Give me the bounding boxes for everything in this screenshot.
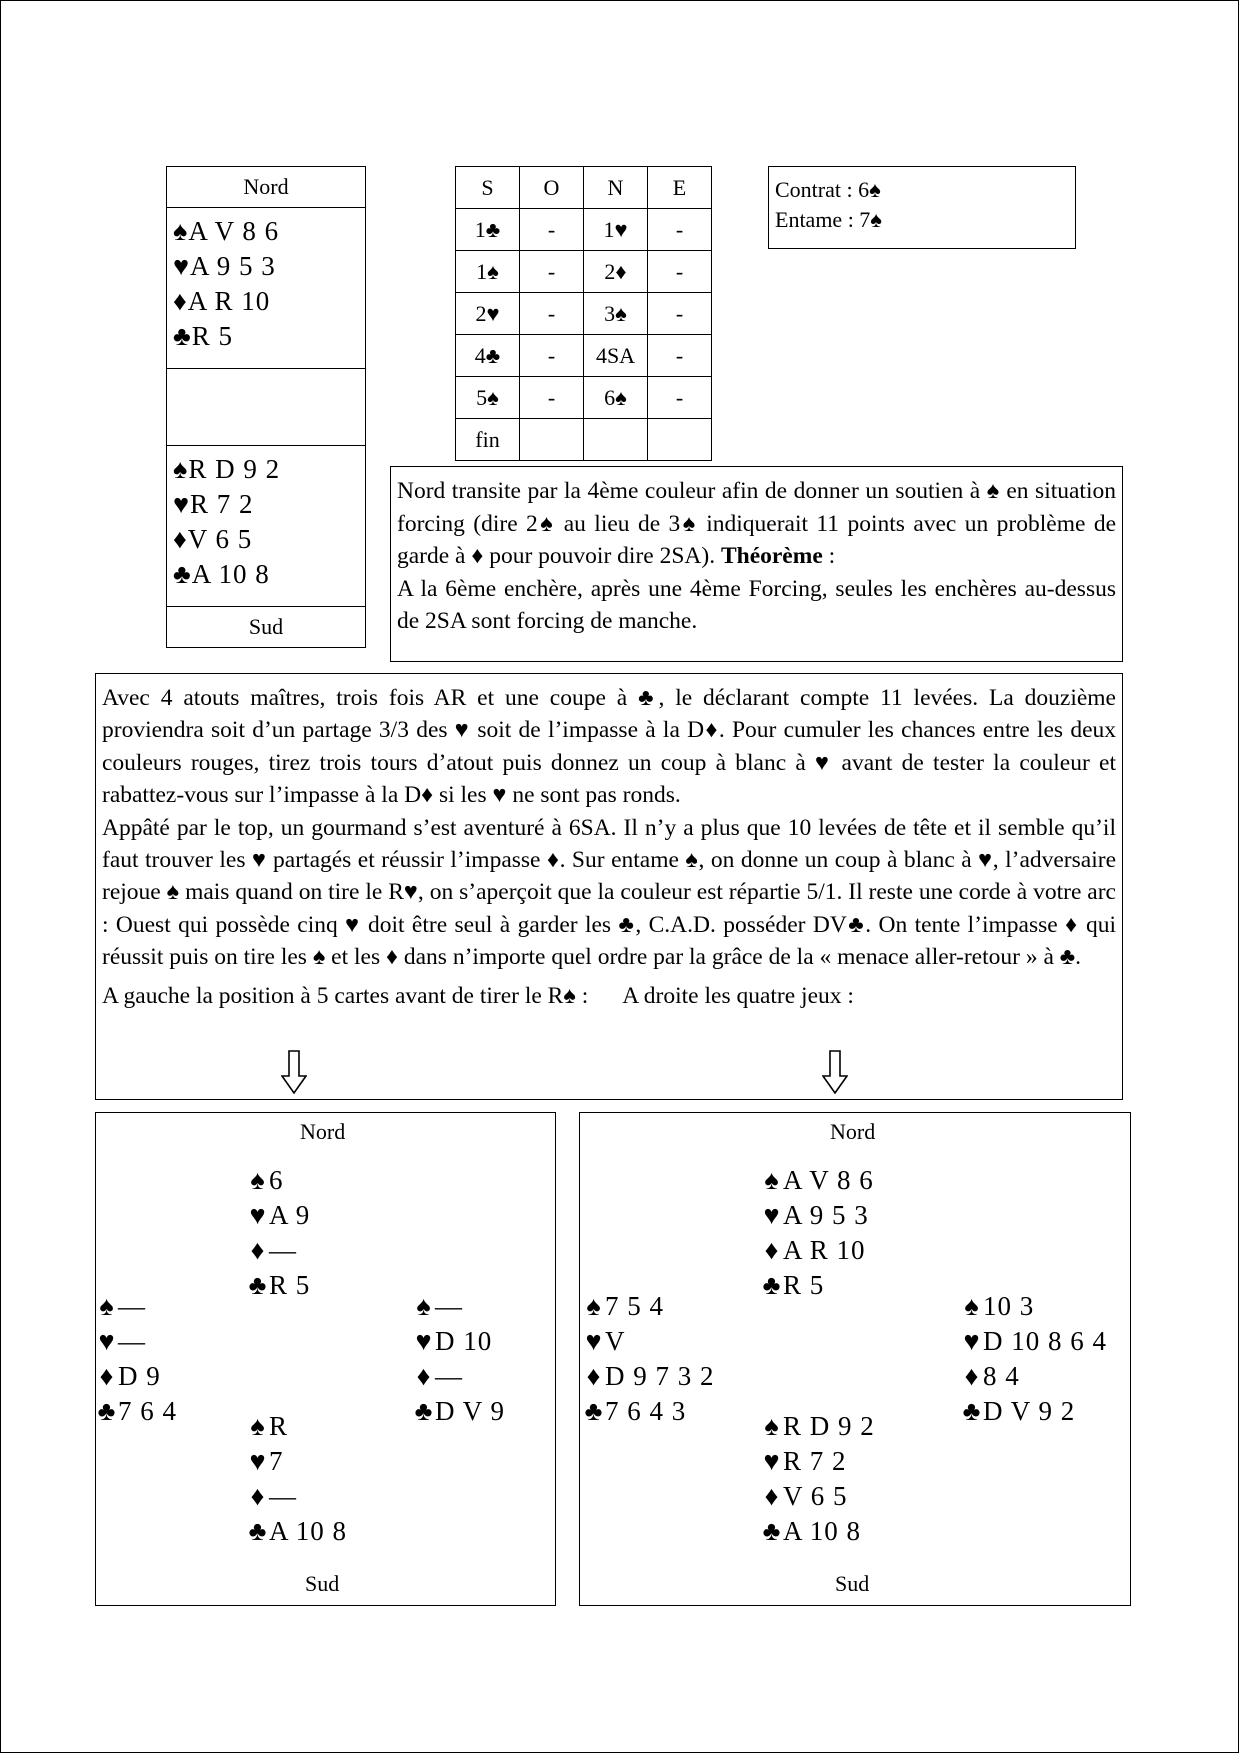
card-holding: 10 3 [983, 1291, 1035, 1321]
heart-icon: ♥ [249, 1446, 267, 1476]
bid-cell: - [648, 251, 712, 293]
bidding-note [390, 466, 1123, 662]
bidding-row [456, 377, 712, 419]
caption-left: A gauche la position à 5 cartes avant de tirer le R♠ : [102, 982, 589, 1009]
hand-row [96, 1289, 177, 1324]
position-diagram [95, 1112, 556, 1606]
card-holding: D V 9 [435, 1396, 506, 1426]
card-holding: 6 [269, 1165, 284, 1195]
spade-icon: ♠ [250, 1165, 266, 1195]
north-spades: ♠A V 8 6 [173, 216, 280, 246]
bid-cell: fin [456, 419, 520, 461]
position-north-label: Nord [300, 1119, 346, 1144]
spade-icon: ♠ [99, 1291, 115, 1321]
bid-cell: 1♣ [456, 209, 520, 251]
card-holding: A R 10 [783, 1235, 866, 1265]
lead-line: Entame : 7♠ [775, 207, 882, 232]
card-holding: D 10 8 6 4 [983, 1326, 1107, 1356]
card-holding: 7 6 4 [118, 1396, 177, 1426]
note-theorem-text: A la 6ème enchère, après une 4ème Forcing, seules les enchères au-dessus de 2SA sont forcing de manche. [397, 575, 1116, 634]
card-holding: — [435, 1361, 463, 1391]
south-diamonds: ♦V 6 5 [173, 524, 253, 554]
north-hearts: ♥A 9 5 3 [173, 251, 276, 281]
diamond-icon: ♦ [586, 1361, 602, 1391]
club-icon: ♣ [97, 1396, 117, 1426]
hand-row [247, 1198, 310, 1233]
diamond-icon: ♦ [964, 1361, 980, 1391]
card-holding: R D 9 2 [783, 1411, 875, 1441]
card-holding: A 10 8 [783, 1516, 862, 1546]
bid-cell: - [520, 209, 584, 251]
bid-cell: 2♥ [456, 293, 520, 335]
card-holding: 8 4 [983, 1361, 1020, 1391]
south-spades: ♠R D 9 2 [173, 454, 281, 484]
hand-row [413, 1359, 505, 1394]
bid-cell [584, 419, 648, 461]
bid-cell: - [648, 335, 712, 377]
hand-row [961, 1394, 1107, 1429]
bid-header: N [584, 167, 648, 209]
south-hearts: ♥R 7 2 [173, 489, 254, 519]
hand-row [761, 1198, 874, 1233]
deal-north-label: Nord [830, 1119, 876, 1144]
hand-row [413, 1394, 505, 1429]
card-holding: A 10 8 [269, 1516, 348, 1546]
bid-cell: 2♦ [584, 251, 648, 293]
hand-row [761, 1479, 875, 1514]
hand-row [961, 1324, 1107, 1359]
card-holding: A V 8 6 [783, 1165, 874, 1195]
hand-row [583, 1289, 715, 1324]
bid-cell: 1♠ [456, 251, 520, 293]
heart-icon: ♥ [763, 1200, 781, 1230]
club-icon: ♣ [584, 1396, 604, 1426]
north-clubs: ♣R 5 [173, 321, 233, 351]
hand-row [583, 1324, 715, 1359]
explanation-para-2: Appâté par le top, un gourmand s’est aventuré à 6SA. Il n’y a plus que 10 levées de tête et il semble qu’il faut trouver les ♥ partagés et réussir l’impasse ♦. Sur entame ♠, on donne un coup à blanc à ♥, l’adversaire rejoue ♠ mais quand on tire le R♥, on s’aperçoit que la couleur est répartie 5/1. Il reste une corde à votre arc : Ouest qui possède cinq ♥ doit être seul à garder les ♣, C.A.D. posséder DV♣. On tente l’impasse ♦ qui réussit puis on tire les ♠ et les ♦ dans n’importe quel ordre par la grâce de la « menace aller-retour » à ♣. [102, 814, 1116, 971]
position-south-hand [247, 1409, 347, 1549]
spade-icon: ♠ [964, 1291, 980, 1321]
note-text: Nord transite par la 4ème couleur afin de donner un soutien à ♠ en situation forcing (dire 2♠ au lieu de 3♠ indiquerait 11 points avec un problème de garde à ♦ pour pouvoir dire 2SA). [397, 478, 1116, 569]
position-north-hand [247, 1163, 310, 1303]
deal-north-hand [761, 1163, 874, 1303]
down-arrow-icon [822, 1050, 848, 1094]
position-west-hand [96, 1289, 177, 1429]
heart-icon: ♥ [963, 1326, 981, 1356]
south-hand [167, 446, 366, 607]
hand-row [247, 1409, 347, 1444]
club-icon: ♣ [762, 1270, 782, 1300]
spade-icon: ♠ [764, 1165, 780, 1195]
explanation-para-1: Avec 4 atouts maîtres, trois fois AR et une coupe à ♣, le déclarant compte 11 levées. La douzième proviendra soit d’un partage 3/3 des ♥ soit de l’impasse à la D♦. Pour cumuler les chances entre les deux couleurs rouges, tirez trois tours d’atout puis donnez un coup à blanc à ♥ avant de tester la couleur et rabattez-vous sur l’impasse à la D♦ si les ♥ ne sont pas ronds. [102, 685, 1116, 809]
bid-cell: 4♣ [456, 335, 520, 377]
hand-row [761, 1444, 875, 1479]
hand-row [583, 1394, 715, 1429]
heart-icon: ♥ [585, 1326, 603, 1356]
hand-row [761, 1409, 875, 1444]
card-holding: — [118, 1326, 146, 1356]
club-icon: ♣ [414, 1396, 434, 1426]
bid-cell: 6♠ [584, 377, 648, 419]
bid-cell: - [648, 377, 712, 419]
hand-row [761, 1233, 874, 1268]
caption-right: A droite les quatre jeux : [622, 982, 854, 1009]
deal-east-hand [961, 1289, 1107, 1429]
diamond-icon: ♦ [764, 1481, 780, 1511]
bid-cell: - [520, 293, 584, 335]
hand-row [761, 1514, 875, 1549]
diamond-icon: ♦ [764, 1235, 780, 1265]
card-holding: R 5 [783, 1270, 825, 1300]
card-holding: — [269, 1235, 297, 1265]
club-icon: ♣ [248, 1270, 268, 1300]
bidding-table [455, 166, 712, 461]
north-hand [167, 208, 366, 369]
bid-cell: 5♠ [456, 377, 520, 419]
bid-cell: - [520, 335, 584, 377]
diamond-icon: ♦ [250, 1481, 266, 1511]
diamond-icon: ♦ [250, 1235, 266, 1265]
card-holding: R 7 2 [783, 1446, 847, 1476]
down-arrow-icon [281, 1050, 307, 1094]
hand-row [961, 1359, 1107, 1394]
hand-row [247, 1514, 347, 1549]
bid-header: O [520, 167, 584, 209]
bid-cell [648, 419, 712, 461]
hand-row [247, 1268, 310, 1303]
deal-south-label: Sud [835, 1571, 870, 1596]
hand-row [96, 1359, 177, 1394]
bidding-row [456, 251, 712, 293]
hand-row [247, 1479, 347, 1514]
hand-row [761, 1268, 874, 1303]
card-holding: D 9 7 3 2 [605, 1361, 715, 1391]
card-holding: V 6 5 [783, 1481, 848, 1511]
spade-icon: ♠ [764, 1411, 780, 1441]
contract-line: Contrat : 6♠ [775, 177, 881, 202]
card-holding: — [118, 1291, 146, 1321]
hand-north-label: Nord [167, 167, 366, 208]
auction-hands-table [166, 166, 366, 648]
bid-header: E [648, 167, 712, 209]
hand-row [761, 1163, 874, 1198]
card-holding: D 9 [118, 1361, 161, 1391]
card-holding: — [435, 1291, 463, 1321]
card-holding: 7 5 4 [605, 1291, 664, 1321]
position-south-label: Sud [305, 1571, 340, 1596]
captions-line [102, 980, 1116, 1012]
club-icon: ♣ [762, 1516, 782, 1546]
bid-cell: 3♠ [584, 293, 648, 335]
bid-cell: 4SA [584, 335, 648, 377]
hand-row [247, 1233, 310, 1268]
note-colon: : [822, 543, 836, 569]
spade-icon: ♠ [250, 1411, 266, 1441]
club-icon: ♣ [962, 1396, 982, 1426]
bid-cell: - [648, 293, 712, 335]
bidding-header-row [456, 167, 712, 209]
bidding-row [456, 335, 712, 377]
explanation-box [95, 673, 1123, 1100]
bid-cell: - [520, 377, 584, 419]
heart-icon: ♥ [98, 1326, 116, 1356]
bidding-row [456, 293, 712, 335]
full-deal-diagram [579, 1112, 1131, 1606]
hand-row [961, 1289, 1107, 1324]
hand-row [247, 1444, 347, 1479]
bidding-row [456, 419, 712, 461]
hand-row [413, 1324, 505, 1359]
hand-row [413, 1289, 505, 1324]
heart-icon: ♥ [249, 1200, 267, 1230]
hand-gap [167, 369, 366, 446]
hand-row [96, 1394, 177, 1429]
heart-icon: ♥ [415, 1326, 433, 1356]
hand-row [583, 1359, 715, 1394]
contract-box [768, 166, 1076, 249]
bid-cell: - [520, 251, 584, 293]
card-holding: A 9 [269, 1200, 311, 1230]
bid-header: S [456, 167, 520, 209]
diamond-icon: ♦ [99, 1361, 115, 1391]
deal-south-hand [761, 1409, 875, 1549]
bidding-row [456, 209, 712, 251]
card-holding: R 5 [269, 1270, 311, 1300]
card-holding: 7 [269, 1446, 284, 1476]
hand-south-label: Sud [167, 607, 366, 648]
hand-row [247, 1163, 310, 1198]
card-holding: D 10 [435, 1326, 493, 1356]
club-icon: ♣ [248, 1516, 268, 1546]
card-holding: 7 6 4 3 [605, 1396, 687, 1426]
card-holding: R [269, 1411, 289, 1441]
spade-icon: ♠ [586, 1291, 602, 1321]
card-holding: — [269, 1481, 297, 1511]
hand-row [96, 1324, 177, 1359]
position-east-hand [413, 1289, 505, 1429]
diamond-icon: ♦ [416, 1361, 432, 1391]
card-holding: A 9 5 3 [783, 1200, 869, 1230]
bid-cell: 1♥ [584, 209, 648, 251]
spade-icon: ♠ [416, 1291, 432, 1321]
deal-west-hand [583, 1289, 715, 1429]
card-holding: D V 9 2 [983, 1396, 1076, 1426]
north-diamonds: ♦A R 10 [173, 286, 271, 316]
theorem-label: Théorème [720, 543, 823, 569]
bid-cell: - [648, 209, 712, 251]
card-holding: V [605, 1326, 626, 1356]
bid-cell [520, 419, 584, 461]
heart-icon: ♥ [763, 1446, 781, 1476]
south-clubs: ♣A 10 8 [173, 559, 270, 589]
